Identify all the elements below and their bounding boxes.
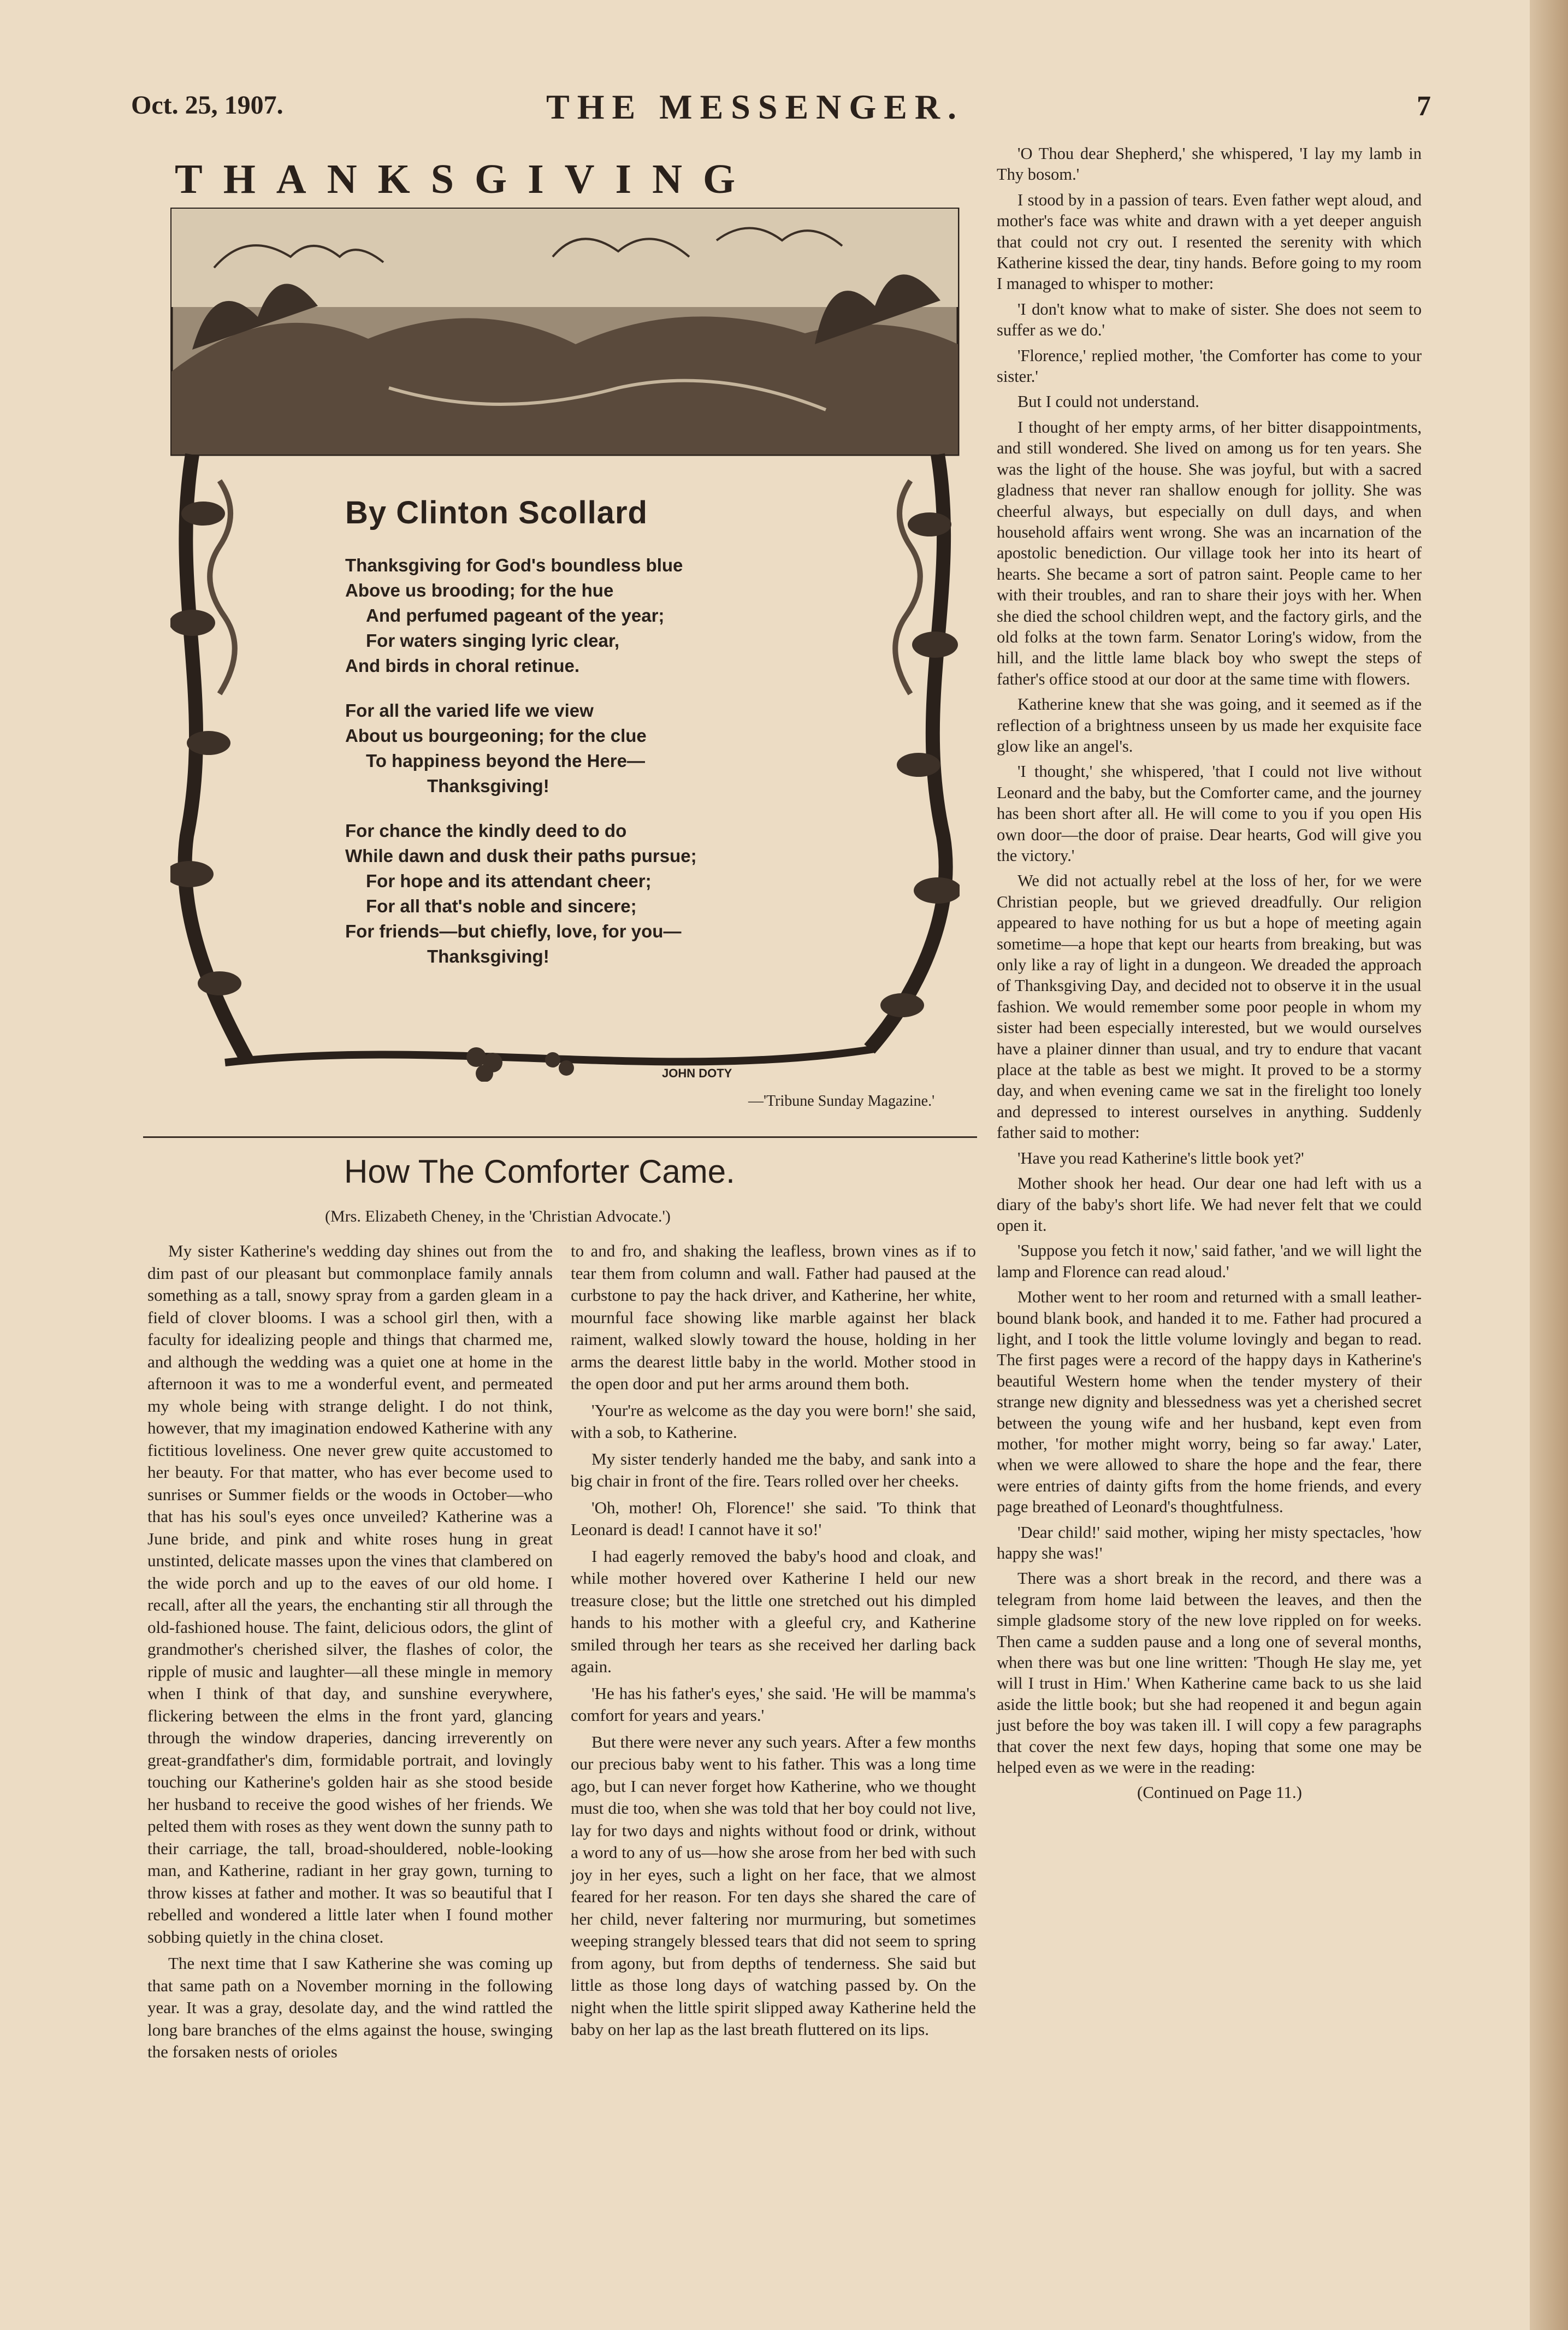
paragraph: 'He has his father's eyes,' she said. 'He will be mamma's comfort for years and years.' (571, 1683, 976, 1725)
poem-line: Above us brooding; for the hue (345, 580, 614, 600)
poem-source: —'Tribune Sunday Magazine.' (748, 1093, 935, 1110)
paragraph: to and fro, and shaking the leafless, brown vines as if to tear them from column and wall. Father had paused at the curbstone to pay the hack driver, and Katherine, her white, mournful face showing like marble against her black raiment, walked slowly toward the house, holding in her arms the dearest little baby in the world. Mother stood in the open door and put her arms around them both. (571, 1241, 976, 1393)
paragraph: 'I thought,' she whispered, 'that I could not live without Leonard and the baby, but the Comforter came, and the journey has been short after all. He will come to you if you open His own door—the door of praise. Dear hearts, God will give you the victory.' (997, 762, 1422, 865)
poem-line: For chance the kindly deed to do (345, 821, 627, 841)
poem-text (345, 494, 837, 989)
poem-line: While dawn and dusk their paths pursue; (345, 846, 697, 866)
page-edge (1530, 0, 1568, 2330)
poem-line: For hope and its attendant cheer; (366, 871, 652, 891)
poem-line: About us bourgeoning; for the clue (345, 725, 647, 746)
paragraph: My sister tenderly handed me the baby, and sank into a big chair in front of the fire. Tears rolled over her cheeks. (571, 1449, 976, 1490)
paragraph: The next time that I saw Katherine she was coming up that same path on a November morning in the following year. It was a gray, desolate day, and the wind rattled the long bare branches of the elms against the house, swinging the forsaken nests of orioles (147, 1954, 553, 2061)
poem-line: And perfumed pageant of the year; (366, 605, 665, 626)
paragraph: 'Florence,' replied mother, 'the Comforter has come to your sister.' (997, 346, 1422, 386)
poem-title: THANKSGIVING (175, 156, 756, 202)
article-column-2 (571, 1240, 976, 2045)
poem-stanza (345, 818, 837, 969)
paragraph: I stood by in a passion of tears. Even father wept aloud, and mother's face was white and drawn with a yet deeper anguish that could not cry out. I resented the serenity with which Katherine kissed the dear, tiny hands. Before going to my room I managed to whisper to mother: (997, 190, 1422, 293)
paragraph: 'Your're as welcome as the day you were born!' she said, with a sob, to Katherine. (571, 1400, 976, 1442)
paragraph: But I could not understand. (1017, 392, 1199, 411)
article-column-1 (147, 1240, 553, 2068)
page-header (131, 87, 1431, 134)
poem-line: For waters singing lyric clear, (366, 630, 620, 651)
newspaper-title: THE MESSENGER. (546, 87, 965, 126)
paragraph: Mother went to her room and returned with a small leather-bound blank book, and handed it to me. Father had procured a light, and I took the little volume lovingly and began to read. The first pages were a record of the happy days in Katherine's beautiful Western home when the tender mystery of their strange new dignity and blessedness was yet a cherished secret between the young wife and her husband, kept even from mother, 'for mother might worry, being so far away.' Later, when we were allowed to share the hope and the fear, there were entries of dainty gifts from the home friends, and every page breathed of Leonard's thoughtfulness. (997, 1288, 1422, 1517)
paragraph: We did not actually rebel at the loss of her, for we were Christian people, but we grieved dreadfully. Our religion appeared to have nothing for us but a hope of meeting again sometime—a hope that kept our hearts from breaking, but was only like a ray of light in a dungeon. We dreaded the approach of Thanksgiving Day, and decided not to observe it in the usual fashion. We would remember some poor people in whom my sister had been especially interested, but we would ourselves have a plainer dinner than usual, and try to endure that vacant place at the table as best we might. It proved to be a stormy day, and when evening came we sat in the firelight too lonely and depressed to interest ourselves in anything. Suddenly father said to mother: (997, 871, 1422, 1142)
poem-line: For all the varied life we view (345, 700, 594, 721)
section-divider (143, 1136, 977, 1138)
artist-signature: JOHN DOTY (662, 1066, 732, 1080)
poem-stanza (345, 553, 837, 679)
article-title: How The Comforter Came. (344, 1153, 735, 1190)
poem-line: Thanksgiving! (427, 776, 549, 796)
poem-line: And birds in choral retinue. (345, 656, 580, 676)
article-byline: (Mrs. Elizabeth Cheney, in the 'Christian Advocate.') (325, 1207, 671, 1225)
poem-stanza (345, 698, 837, 799)
paragraph: 'Suppose you fetch it now,' said father, 'and we will light the lamp and Florence can read aloud.' (997, 1241, 1422, 1281)
paragraph: But there were never any such years. After a few months our precious baby went to his father. This was a long time ago, but I can never forget how Katherine, who we thought must die too, when she was told that her boy could not live, lay for two days and nights without food or drink, without a word to any of us—how she arose from her bed with such joy in her eyes, such a light on her face, that we almost feared for her reason. For ten days she shared the care of her child, never faltering nor murmuring, but sometimes weeping strangely blessed tears that did not seem to spring from agony, but from depths of tenderness. She said but little as those long days of watching passed by. On the night when the little spirit slipped away Katherine held the baby on her lap as the last breath fluttered on its lips. (571, 1732, 976, 2039)
article-column-3 (997, 143, 1422, 1808)
paragraph: 'Dear child!' said mother, wiping her misty spectacles, 'how happy she was!' (997, 1523, 1422, 1562)
poem-line: Thanksgiving for God's boundless blue (345, 555, 683, 575)
paragraph: I had eagerly removed the baby's hood and cloak, and while mother hovered over Katherine I held our new treasure close; but the little one stretched out his dimpled hands to his mother with a gleeful cry, and Katherine smiled through her tears as she received her darling back again. (571, 1546, 976, 1676)
poem-line: For friends—but chiefly, love, for you— (345, 921, 682, 941)
paragraph: 'O Thou dear Shepherd,' she whispered, 'I lay my lamb in Thy bosom.' (997, 144, 1422, 184)
poem-line: To happiness beyond the Here— (366, 751, 645, 771)
poem-line: Thanksgiving! (427, 946, 549, 966)
paragraph: 'I don't know what to make of sister. She does not seem to suffer as we do.' (997, 299, 1422, 340)
paragraph: 'Have you read Katherine's little book yet?' (1017, 1148, 1304, 1167)
continued-notice: (Continued on Page 11.) (1137, 1783, 1302, 1802)
paragraph: 'Oh, mother! Oh, Florence!' she said. 'To think that Leonard is dead! I cannot have it so!' (571, 1497, 976, 1539)
poem-line: For all that's noble and sincere; (366, 896, 637, 916)
paragraph: I thought of her empty arms, of her bitter disappointments, and still wondered. She lived on among us for ten years. She was the light of the house. She was joyful, but with a sacred gladness that never ran shallow enough for jollity. She was cheerful always, but especially on dull days, and when household affairs went wrong. She was an incarnation of the apostolic benediction. Our village took her into its heart of hearts. She became a sort of patron saint. People came to her with their troubles, and ran to share their joys with her. When she died the school children wept, and the factory girls, and the old folks at the town farm. Senator Loring's widow, from the hill, and the little lame black boy who swept the steps of father's office stood at our door at the same time with flowers. (997, 417, 1422, 688)
paragraph: Katherine knew that she was going, and it seemed as if the reflection of a brightness unseen by us made her exquisite face glow like an angel's. (997, 695, 1422, 756)
paragraph: There was a short break in the record, and there was a telegram from home laid between the leaves, and then the simple gladsome story of the new love rippled on for weeks. Then came a sudden pause and a long one of several months, when there was but one line written: 'Though He slay me, yet will I trust in Him.' When Katherine came back to us she laid aside the little book; but she had reopened it and begun again just before the boy was taken ill. I will copy a few paragraphs that cover the next few days, hoping that some one may be helped even as we were in the reading: (997, 1569, 1422, 1777)
paragraph: My sister Katherine's wedding day shines out from the dim past of our pleasant but commonplace family annals something as a tall, snowy spray from a garden gleam in a field of clover blooms. I was a school girl then, with a faculty for idealizing people and things that charmed me, and although the wedding was a quiet one at home in the afternoon it was to me a wonderful event, and permeated my whole being with strange delight. I do not think, however, that my imagination endowed Katherine with any fictitious loveliness. One never grew quite accustomed to her beauty. For that matter, who has ever become used to sunrises or Summer fields or the woods in October—who that has his soul's eyes once unveiled? Katherine was a June bride, and pink and white roses hung in great unstinted, delicate masses upon the vines that clambered on the wide porch and up to the eaves of our old home. I recall, after all the years, the enchanting stir all through the old-fashioned house. The faint, delicious odors, the glint of grandmother's cherished silver, the flashes of color, the ripple of music and laughter—all these mingle in memory when I think of that day, and sunshine everywhere, flickering between the elms in the front yard, glancing through the window draperies, dancing irreverently on great-grandfather's dim, formidable portrait, and lovingly touching our Katherine's golden hair as she stood beside her husband to receive the good wishes of her friends. We pelted them with roses as they went down the sunny path to their carriage, the tall, broad-shouldered, noble-looking man, and Katherine, radiant in her gray gown, turning to throw kisses at father and mother. It was so beautiful that I rebelled and wondered a little later when I found mother sobbing quietly in the china closet. (147, 1241, 553, 1946)
page-number: 7 (1417, 91, 1431, 122)
issue-date: Oct. 25, 1907. (131, 91, 283, 120)
poem-byline: By Clinton Scollard (345, 495, 648, 530)
paragraph: Mother shook her head. Our dear one had left with us a diary of the baby's short life. We had never felt that we could open it. (997, 1174, 1422, 1235)
